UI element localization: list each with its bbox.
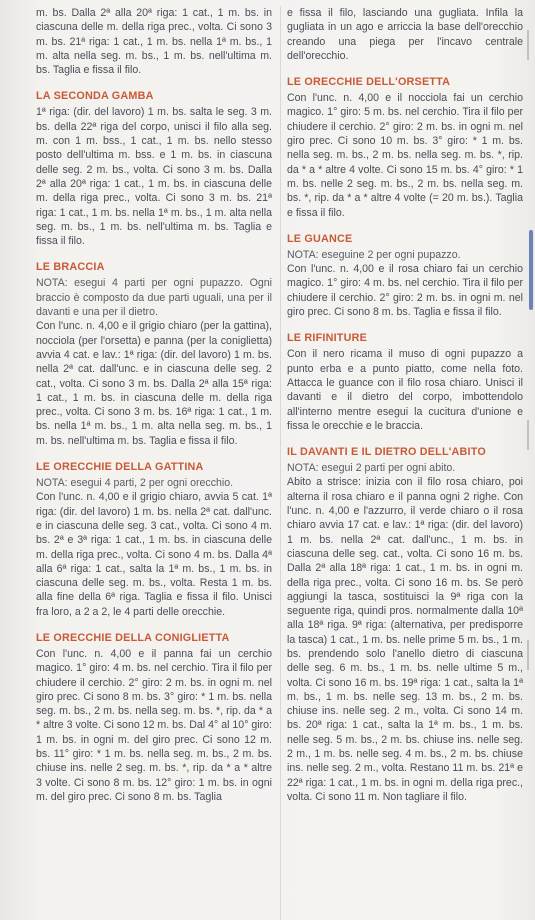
section-paragraph: Con l'unc. n. 4,00 e il nocciola fai un cerchio magico. 1° giro: 5 m. bs. nel cerchio. Tira il filo per chiudere il cerchio. 2° giro: 2 m. bs. in ogni m. nel giro prec. Ci sono 10 m. bs. 3° giro: * 1 m. bs. nella seg. m. bs., 2 m. bs. nella seg. m. bs. *, rip. da * a * altre 4 volte. Ci sono 15 m. bs. 4° giro: * 1 m. bs. nelle 2 seg. m. bs., 2 m. bs. nella seg. m. bs. *, rip. da * a * altre 4 volte (= 20 m. bs.). Taglia e fissa il filo.: [287, 92, 523, 219]
section-guance: [287, 232, 523, 319]
section-rifiniture: [287, 331, 523, 433]
section-orecchie-gattina: [36, 460, 272, 619]
section-note: NOTA: eseguine 2 per ogni pupazzo.: [287, 248, 461, 261]
section-paragraph: Con l'unc. n. 4,00 e il rosa chiaro fai un cerchio magico. 1° giro: 4 m. bs. nel cerchio. Tira il filo per chiudere il cerchio. 2° giro: 2 m. bs. in ogni m. nel giro prec. Ci sono 8 m. bs. Taglia e fissa il filo.: [287, 263, 523, 319]
right-column: [280, 6, 523, 920]
section-title: IL DAVANTI E IL DIETRO DELL'ABITO: [287, 446, 486, 459]
section-note: NOTA: esegui 4 parti per ogni pupazzo. Ogni braccio è composto da due parti uguali, una per il davanti e una per il dietro.: [36, 277, 272, 319]
section-title: LE ORECCHIE DELL'ORSETTA: [287, 76, 451, 89]
section-orecchie-coniglietta: [36, 631, 272, 804]
section-orecchie-orsetta: [287, 75, 523, 220]
section-seconda-gamba: [36, 89, 272, 248]
section-title: LA SECONDA GAMBA: [36, 90, 154, 103]
edge-mark: [527, 640, 529, 670]
section-title: LE GUANCE: [287, 232, 353, 245]
section-braccia: [36, 260, 272, 448]
page-edge-tab: [529, 230, 533, 310]
section-paragraph: Con l'unc. n. 4,00 e il panna fai un cerchio magico. 1° giro: 4 m. bs. nel cerchio. Tira il filo per chiudere il cerchio. 2° giro: 2 m. bs. in ogni m. nel giro prec. Ci sono 8 m. bs. 3° giro: * 1 m. bs. nella seg. m. bs., 2 m. bs. nella seg. m. bs. *, rip. da * a * altre 3 volte. Ci sono 12 m. bs. Dal 4° al 10° giro: 1 m. bs. in ogni m. del giro prec. Ci sono 12 m. bs. 11° giro: * 1 m. bs. nella seg. m. bs., 2 m. bs. chiuse ins. nelle 2 seg. m. bs. *, rip. da * a * altre 3 volte. Ci sono 8 m. bs. 12° giro: 1 m. bs. in ogni m. del giro prec. Ci sono 8 m. bs. Taglia: [36, 647, 272, 803]
section-title: LE ORECCHIE DELLA GATTINA: [36, 461, 204, 474]
section-paragraph: 1ª riga: (dir. del lavoro) 1 m. bs. salta le seg. 3 m. bs. della 22ª riga del corpo, unisci il filo alla seg. m. con 1 m. bss., 1 cat., 1 m. bs. nello stesso posto dell'ultima m. bss. e 1 m. bs. in ciascuna delle seg. 2 m. bs., volta. Ci sono 3 m. bs. Dalla 2ª alla 20ª riga: 1 cat., 1 m. bs. in ciascuna delle m. della riga prec., volta. Ci sono 3 m. bs. 21ª riga: 1 cat., 1 m. bs. nella 1ª m. bs., 1 m. alta nella seg. m. bs., 1 m. bs. nell'ultima m. bs. Taglia e fissa il filo.: [36, 106, 272, 248]
section-title: LE BRACCIA: [36, 261, 105, 274]
left-column: [36, 6, 272, 920]
section-paragraph: Con l'unc. n. 4,00 e il grigio chiaro (per la gattina), nocciola (per l'orsetta) e panna (per la coniglietta) avvia 4 cat. e lav.: 1ª riga: (dir. del lavoro) 1 m. bs. nella 2ª cat. dall'unc. e in ciascuna delle seg. 2 cat., volta. Ci sono 3 m. bs. Dalla 2ª alla 15ª riga: 1 cat., 1 m. bs. in ciascuna delle m. della riga prec., volta. Ci sono 3 m. bs. 16ª riga: 1 cat., 1 m. bs. nella 1ª m. bs., 1 m. alta nella seg. m. bs., 1 m. bs. nell'ultima m. bs. Taglia e fissa il filo.: [36, 320, 272, 447]
section-title: LE ORECCHIE DELLA CONIGLIETTA: [36, 631, 230, 644]
section-davanti-dietro-abito: [287, 445, 523, 804]
section-paragraph: Abito a strisce: inizia con il filo rosa chiaro, poi alterna il rosa chiaro e il panna ogni 2 righe. Con l'unc. n. 4,00 e l'azzurro, il verde chiaro o il rosa chiaro avvia 17 cat. e lav.: 1ª riga: (dir. del lavoro) 1 m. bs. nella 2ª cat. dall'unc., 1 m. bs. in ciascuna delle seg. cat., volta. Ci sono 16 m. bs. Dalla 2ª alla 18ª riga: 1 cat., 1 m. bs. in ogni m. della riga prec., volta. Ci sono 16 m. bs. Se però aggiungi la tasca, sostituisci la 9ª riga con la seguente riga, quindi pros. normalmente dalla 10ª alla 18ª riga. 9ª riga: (alternativa, per predisporre la tasca) 1 cat., 1 m. bs. nelle prime 5 m. bs., 1 m. bs. prendendo solo l'anello dietro di ciascuna delle seg. 6 m. bs., 1 m. bs. nelle ultime 5 m., volta. Ci sono 16 m. bs. 19ª riga: 1 cat., salta la 1ª m. bs., 1 m. bs. nelle seg. 13 m. bs., 2 m. bs. chiuse ins. nelle seg. 2 m., volta. Ci sono 14 m. bs. 20ª riga: 1 cat., salta la 1ª m. bs., 1 m. bs. nelle seg. 5 m. bs., 2 m. bs. chiuse ins. nelle seg. 2 m., 1 m. bs. nelle seg. 4 m. bs., 2 m. bs. chiuse ins. nelle seg. 2 m., volta. Restano 11 m. bs. 21ª e 22ª riga: 1 cat., 1 m. bs. in ogni m. della riga prec., volta. Ci sono 11 m. Non tagliare il filo.: [287, 476, 523, 803]
section-note: NOTA: esegui 4 parti, 2 per ogni orecchio.: [36, 477, 234, 490]
section-paragraph: Con il nero ricama il muso di ogni pupazzo a punto erba e a punto piatto, come nella foto. Attacca le guance con il filo rosa chiaro. Unisci il davanti e il dietro del corpo, imbottendolo all'interno mentre esegui la cucitura d'unione e fissa le orecchie e le braccia.: [287, 348, 523, 432]
edge-mark: [527, 30, 529, 60]
section-note: NOTA: esegui 2 parti per ogni abito.: [287, 462, 456, 475]
edge-mark: [527, 420, 529, 450]
left-continuation-text: m. bs. Dalla 2ª alla 20ª riga: 1 cat., 1 m. bs. in ciascuna delle m. della riga prec., volta. Ci sono 3 m. bs. 21ª riga: 1 cat., 1 m. bs. nella 1ª m. bs., 1 m. alta nella seg. m. bs., 1 m. bs. nell'ultima m. bs. Taglia e fissa il filo.: [36, 7, 272, 77]
right-continuation-text: e fissa il filo, lasciando una gugliata. Infila la gugliata in un ago e arriccia la base dell'orecchio creando una piega per l'incavo centrale dell'orecchio.: [287, 7, 523, 62]
section-title: LE RIFINITURE: [287, 332, 367, 345]
section-paragraph: Con l'unc. n. 4,00 e il grigio chiaro, avvia 5 cat. 1ª riga: (dir. del lavoro) 1 m. bs. nella 2ª cat. dall'unc. e in ciascuna delle seg. 3 cat., volta. Ci sono 4 m. bs. 2ª e 3ª riga: 1 cat., 1 m. bs. in ciascuna delle m. della riga prec., volta. Ci sono 4 m. bs. Dalla 4ª alla 6ª riga: 1 cat., salta la 1ª m. bs., 1 m. bs. in ciascuna delle seg. m. bs., volta. Resta 1 m. bs. alla fine della 6ª riga. Taglia e fissa il filo. Unisci fra loro, a 2 a 2, le 4 parti delle orecchie.: [36, 491, 272, 618]
